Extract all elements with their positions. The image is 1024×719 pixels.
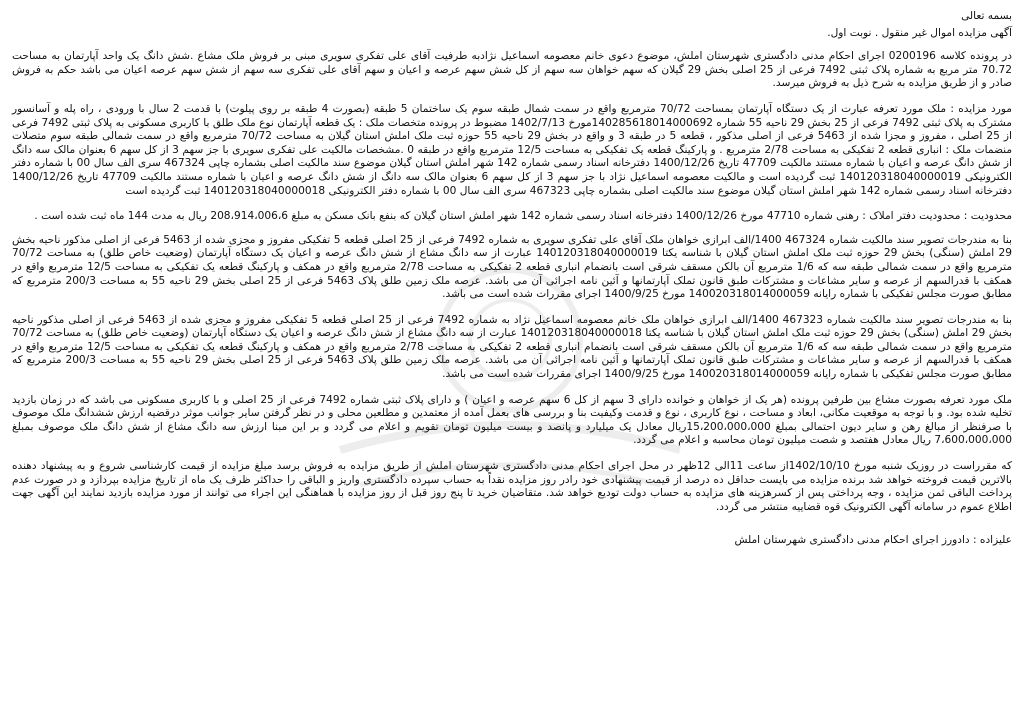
auction-item-paragraph: مورد مزایده : ملک مورد تعرفه عبارت از یک دستگاه آپارتمان بمساحت 70/72 مترمربع واقع در سمت شمال طبقه سوم یک ساختمان 5 طبقه (بصورت 4 طبقه بر روی پیلوت) با قدمت 2 سال با ورودی ، راه پله و آسانسور مشترک به پلاک ثبتی 7492 فرعی از 25 بخش 29 ناحیه 55 شماره 140285618014000692مورخ 1402/7/13 مضبوط در پرونده متخصات ملک : یک قطعه آپارتمان نوع ملک طلق با کاربری مسکونی به پلاک ثبتی 7492 فرعی از 25 اصلی ، مفروز و مجزا شده از 5463 فرعی از اصلی مذکور ، قطعه 5 در طبقه 3 و واقع در بخش 29 ناحیه 55 حوزه ثبت ملک املش استان گیلان به مساحت 70/72 مترمربع واقع در سمت شمالی طبقه سوم متصلات منضمات ملک : انباری قطعه 2 تفکیکی به مساحت 2/78 مترمربع . و پارکینگ قطعه یک تفکیکی به مساحت 12/5 مترمربع واقع در طبقه 0 .مشخصات مالکیت علی تفکری سویری با جز سهم 3 از کل سهم 6 بعنوان مالک سه دانگ از شش دانگ عرصه و اعیان با شماره مستند مالکیت 47709 تاریخ 1400/12/26 دفترخانه اسناد رسمی شماره 142 شهر املش استان گیلان موضوع سند مالکیت اصلی بشماره چاپی 467324 سری الف سال 00 با شماره دفتر الکترونیکی 140120318040000019 ثبت گردیده است و مالکیت معصومه اسماعیل نژاد با جز سهم 3 از کل سهم 6 بعنوان مالک سه دانگ از شش دانگ عرصه و اعیان با شماره مستند مالکیت 47709 تاریخ 1400/12/26 دفترخانه اسناد رسمی شماره 142 شهر املش استان گیلان موضوع سند مالکیت اصلی بشماره چاپی 467323 سری الف سال 00 با شماره دفتر الکترونیکی 140120318040000018 ثبت گردیده است [12, 102, 1013, 197]
signature-line: علیزاده : دادورز اجرای احکام مدنی دادگستری شهرستان املش [734, 534, 1012, 547]
document-heading: بسمه تعالی [961, 10, 1012, 22]
auction-terms-paragraph: که مقرراست در روزیک شنبه مورخ 1402/10/10از ساعت 11الی 12ظهر در محل اجرای احکام مدنی دادگستری شهرستان املش از طریق مزایده به فروش برسد مبلغ مزایده از قیمت کارشناسی شروع و به پیشنهاد دهنده بالاترین قیمت فروخته خواهد شد برنده مزایده می بایست حداقل ده درصد از قیمت پیشنهادی خود رادر روز مزایده نقداً به حساب سپرده دادگستری واریز و الباقی را حداکثر ظرف یک ماه از تاریخ مزایده بپردازد و در صورت عدم پرداخت الباقی ثمن مزایده ، وجه پرداختی پس از کسرهزینه های مزایده به حساب دولت تودیع خواهد شد. متقاضیان خرید تا پنج روز قبل از روز مزایده با هماهنگی این اجراء می توانند از مورد مزایده بازدید نمایند این آگهی جهت اطلاع عموم در سامانه آگهی الکترونیک قوه قضاییه منتشر می گردد. [12, 460, 1012, 513]
valuation-paragraph: ملک مورد تعرفه بصورت مشاع بین طرفین پرونده (هر یک از خواهان و خوانده دارای 3 سهم از کل 6 سهم عرصه و اعیان ) و دارای پلاک ثبتی شماره 7492 فرعی از 25 اصلی و با کاربری مسکونی می باشد که در زمان بازدید تخلیه شده بود. و با توجه به موقعیت مکانی، ابعاد و مساحت ، نوع کاربری ، نوع و قدمت وکیفیت بنا و بررسی های بعمل آمده از معتمدین و مطلعین محلی و در نظر گرفتن سایر جوانب موثر درقضیه ارزش ششدانگ ملک موصوف با صرفنظر از مبالغ رهن و سایر دیون احتمالی بمبلغ 15،200،000،000ریال معادل یک میلیارد و پانصد و بیست میلیون تومان تقویم و اعلام می گردد و بر این مبنا ارزش سه دانگ مشاع از شش دانگ ملک موصوف بمبلغ 7،600،000،000 ریال معادل هفتصد و شصت میلیون تومان محاسبه و اعلام می گردد. [12, 393, 1012, 447]
deed-2-paragraph: بنا به مندرجات تصویر سند مالکیت شماره 467323 1400/الف ابرازی خواهان ملک خانم معصومه اسماعیل نژاد به شماره 7492 فرعی از 25 اصلی قطعه 5 تفکیکی مفروز و مجزی شده از 5463 فرعی از اصلی مذکور ناحیه بخش 29 املش (سنگی) بخش 29 حوزه ثبت ملک املش استان گیلان با شناسه یکتا 140120318040000018 عبارت از سه دانگ مشاع از شش دانگ عرصه و اعیان یک دستگاه آپارتمان (وضعیت خاص طلق) به مساحت 70/72 مترمربع واقع در سمت شمالی طبقه سه که 1/6 مترمربع آن بالکن مسقف شرقی است بانضمام انباری قطعه 2 تفکیکی به مساحت 2/78 مترمربع واقع در همکف و پارکینگ قطعه یک تفکیکی به مساحت 12/5 مترمربع واقع در همکف با قدرالسهم از عرصه و سایر مشاعات و مشترکات طبق قانون تملک آپارتمانها و آئین نامه اجرائی آن می باشد. عرصه ملک زمین طلق پلاک 5463 فرعی از 25 اصلی بخش 29 ناحیه 55 به مساحت 200/3 مترمربع که مطابق صورت مجلس تفکیکی با شماره رایانه 140020318014000059 مورخ 1400/9/25 اجرای مقررات شده است می باشد. [12, 313, 1013, 381]
case-intro-paragraph: در پرونده کلاسه 0200196 اجرای احکام مدنی دادگستری شهرستان املش، موضوع دعوی خانم معصومه اسماعیل نژادبه طرفیت آقای علی تفکری سویری مبنی بر فروش ملک مشاع .شش دانگ یک واحد آپارتمان به مساحت 70.72 متر مربع به شماره پلاک ثبتی 7492 فرعی از 25 اصلی بخش 29 گیلان که سهم خواهان سه سهم از کل شش سهم عرصه و اعیان و سهم آقای علی تفکری سه سهم از شش سهم عرصه اعیان می باشد حکم به فروش صادر و از طریق مزایده به شرح ذیل به فروش میرسد. [12, 50, 1012, 90]
restriction-paragraph: محدودیت : محدودیت دفتر املاک : رهنی شماره 47710 مورخ 1400/12/26 دفترخانه اسناد رسمی شماره 142 شهر املش استان گیلان که بنفع بانک مسکن به مبلغ 208،914،006،6 ریال به مدت 144 ماه ثبت شده است . [34, 210, 1012, 223]
document-title: آگهی مزایده اموال غیر منقول . نوبت اول. [827, 26, 1012, 39]
deed-1-paragraph: بنا به مندرجات تصویر سند مالکیت شماره 467324 1400/الف ابرازی خواهان ملک آقای علی تفکری سویری به شماره 7492 فرعی از 25 اصلی قطعه 5 تفکیکی مفروز و مجزی شده از 5463 فرعی از اصلی مذکور ناحیه بخش 29 املش (سنگی) بخش 29 حوزه ثبت ملک املش استان گیلان با شناسه یکتا 140120318040000019 عبارت از سه دانگ مشاع از شش دانگ عرصه و اعیان یک دستگاه آپارتمان (وضعیت خاص طلق) به مساحت 70/72 مترمربع واقع در سمت شمالی طبقه سه که 1/6 مترمربع آن بالکن مسقف شرقی است بانضمام انباری قطعه 2 تفکیکی به مساحت 2/78 مترمربع واقع در همکف و پارکینگ قطعه یک تفکیکی به مساحت 12/5 مترمربع واقع در همکف با قدرالسهم از عرصه و سایر مشاعات و مشترکات طبق قانون تملک آپارتمانها و آئین نامه اجرائی آن می باشد. عرصه ملک زمین طلق پلاک 5463 فرعی از 25 اصلی بخش 29 ناحیه 55 به مساحت 200/3 مترمربع که مطابق صورت مجلس تفکیکی با شماره رایانه 140020318014000059 مورخ 1400/9/25 اجرای مقررات شده است می باشد. [12, 233, 1013, 301]
